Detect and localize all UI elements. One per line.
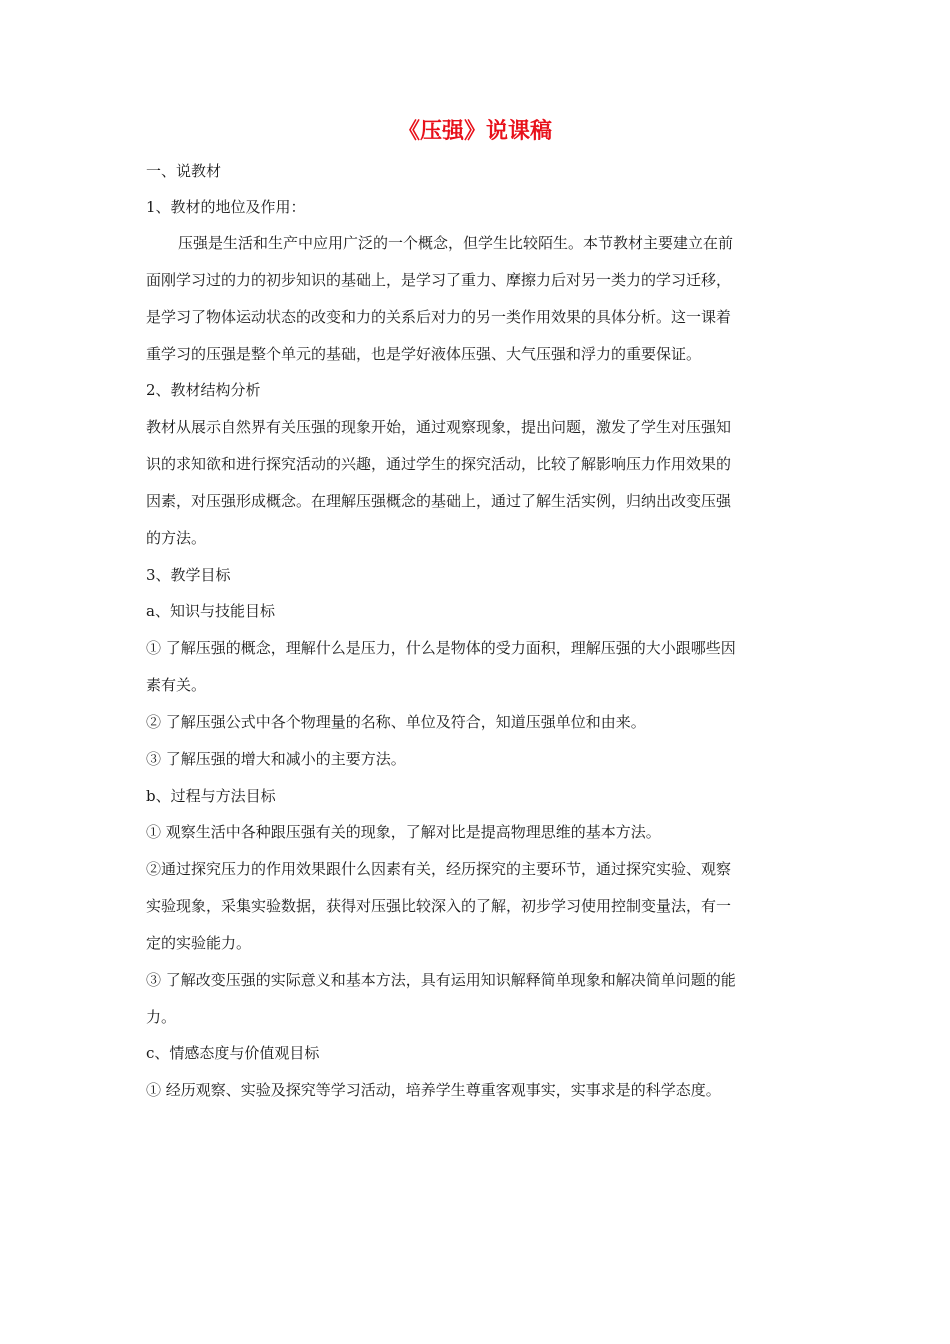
paragraph-line: 的方法。	[146, 529, 207, 547]
paragraph-line: 是学习了物体运动状态的改变和力的关系后对力的另一类作用效果的具体分析。这一课着	[146, 308, 732, 326]
list-item: ③ 了解改变压强的实际意义和基本方法，具有运用知识解释简单现象和解决简单问题的能	[146, 971, 736, 989]
paragraph-line: 重学习的压强是整个单元的基础，也是学好液体压强、大气压强和浮力的重要保证。	[146, 345, 702, 363]
subsection-heading: 3、教学目标	[146, 566, 231, 584]
paragraph-line: 面刚学习过的力的初步知识的基础上，是学习了重力、摩擦力后对另一类力的学习迁移，	[146, 271, 732, 289]
subsection-heading: b、过程与方法目标	[146, 787, 276, 805]
subsection-heading: c、情感态度与价值观目标	[146, 1044, 320, 1062]
paragraph-line: 因素，对压强形成概念。在理解压强概念的基础上，通过了解生活实例，归纳出改变压强	[146, 492, 732, 510]
subsection-heading: 2、教材结构分析	[146, 381, 261, 399]
paragraph-line: 教材从展示自然界有关压强的现象开始，通过观察现象，提出问题，激发了学生对压强知	[146, 418, 732, 436]
list-item: ① 了解压强的概念，理解什么是压力，什么是物体的受力面积，理解压强的大小跟哪些因	[146, 639, 736, 657]
list-item: ① 经历观察、实验及探究等学习活动，培养学生尊重客观事实，实事求是的科学态度。	[146, 1081, 721, 1099]
list-item: ③ 了解压强的增大和减小的主要方法。	[146, 750, 406, 768]
paragraph-line: 识的求知欲和进行探究活动的兴趣，通过学生的探究活动，比较了解影响压力作用效果的	[146, 455, 732, 473]
list-item: 定的实验能力。	[146, 934, 252, 952]
section-heading: 一、说教材	[146, 162, 222, 180]
subsection-heading: 1、教材的地位及作用：	[146, 198, 306, 216]
list-item: ② 了解压强公式中各个物理量的名称、单位及符合，知道压强单位和由来。	[146, 713, 646, 731]
subsection-heading: a、知识与技能目标	[146, 602, 275, 620]
page-title: 《压强》说课稿	[397, 118, 552, 144]
paragraph-line: 压强是生活和生产中应用广泛的一个概念，但学生比较陌生。本节教材主要建立在前	[178, 234, 734, 252]
list-item: 实验现象，采集实验数据，获得对压强比较深入的了解，初步学习使用控制变量法，有一	[146, 897, 732, 915]
list-item: 力。	[146, 1008, 177, 1026]
list-item: ① 观察生活中各种跟压强有关的现象，了解对比是提高物理思维的基本方法。	[146, 823, 661, 841]
list-item: 素有关。	[146, 676, 207, 694]
list-item: ②通过探究压力的作用效果跟什么因素有关，经历探究的主要环节，通过探究实验、观察	[146, 860, 732, 878]
